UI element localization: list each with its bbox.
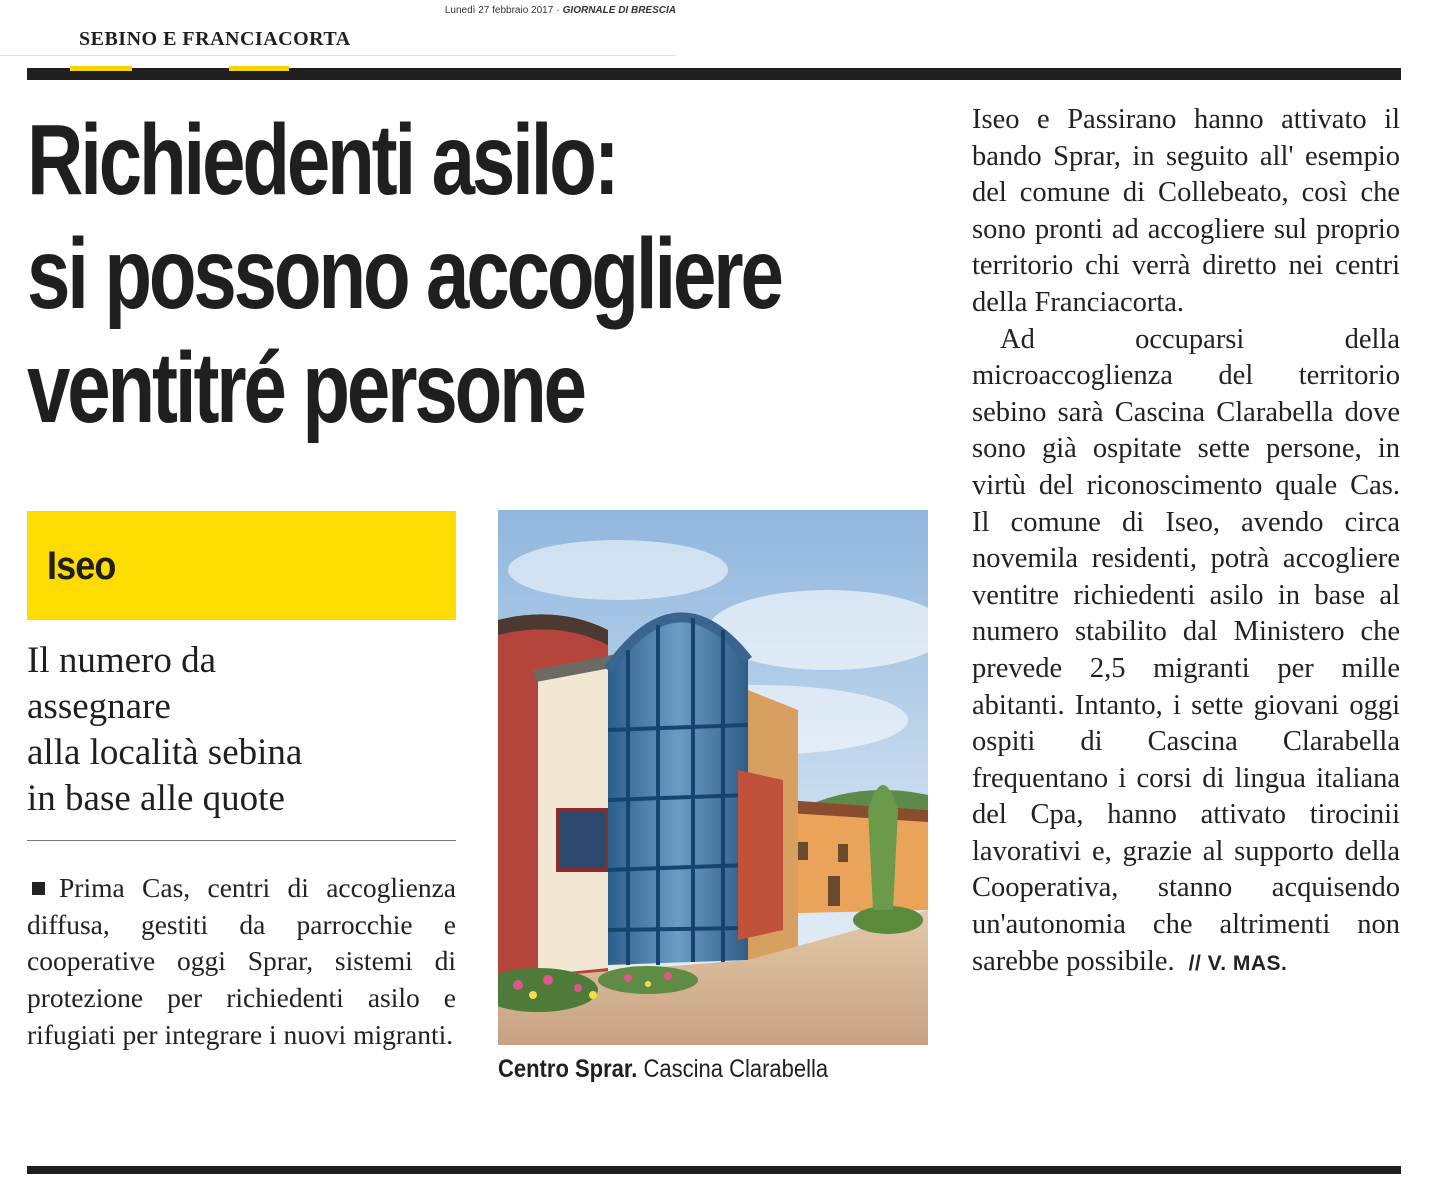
body-paragraph-text: Ad occuparsi della microaccoglienza del territorio sebino sarà Cascina Clarabella dove sono già ospitate sette persone, in virtù del riconoscimento quale Cas. Il comune di Iseo, avendo circa novemila residenti, potrà accogliere ventitre richiedenti asilo in base al numero stabilito dal Ministero che prevede 2,5 migranti per mille abitanti. Intanto, i sette giovani oggi ospiti di Cascina Clarabella frequentano i corsi di lingua italiana del Cpa, hanno attivato tirocinii lavorativi e, grazie al supporto della Cooperativa, stanno acquisendo un'autonomia che altrimenti non sarebbe possibile. [972,323,1400,977]
subheadline [27,638,457,822]
author-byline: // V. MAS. [1188,951,1288,975]
subhead-line: Il numero da [27,640,217,681]
summary-text [27,870,456,1054]
top-accent-tab [229,66,289,71]
body-paragraph-2 [972,322,1400,983]
body-paragraph: Iseo e Passirano hanno attivato il bando Sprar, in seguito all' esempio del comune di Collebeato, così che sono pronti ad accogliere sul proprio territorio chi verrà diretto nei centri della Franciacorta. [972,104,1400,318]
caption-text: Cascina Clarabella [637,1055,829,1083]
headline [27,103,781,445]
subhead-line: in base alle quote [27,778,285,819]
headline-line: si possono accogliere [27,218,781,330]
section-label: SEBINO E FRANCIACORTA [79,28,351,50]
square-bullet-icon [32,882,45,895]
headline-line: ventitré persone [27,332,584,444]
headline-line: Richiedenti asilo: [27,104,617,216]
location-label: Iseo [47,544,116,588]
top-accent-tab [70,66,132,71]
subhead-line: alla località sebina [27,732,303,773]
photo-caption [498,1055,885,1084]
subhead-divider [27,840,456,841]
header-separator: · [556,5,560,16]
bottom-rule [27,1166,1401,1174]
issue-date: Lunedì 27 febbraio 2017 [444,5,554,16]
newspaper-name: GIORNALE DI BRESCIA [562,5,676,16]
subhead-line: assegnare [27,686,171,727]
caption-title: Centro Sprar. [498,1055,638,1083]
summary-body: Prima Cas, centri di accoglienza diffusa, gestiti da parrocchie e cooperative oggi Sprar, sistemi di protezione per richiedenti asilo e rifugiati per integrare i nuovi migranti. [27,872,456,1050]
running-header-meta [400,5,676,16]
article-body [972,102,1400,982]
building-photo-illustration [498,510,928,1045]
article-photo [498,510,928,1045]
header-divider [0,55,676,56]
location-box [27,511,456,620]
